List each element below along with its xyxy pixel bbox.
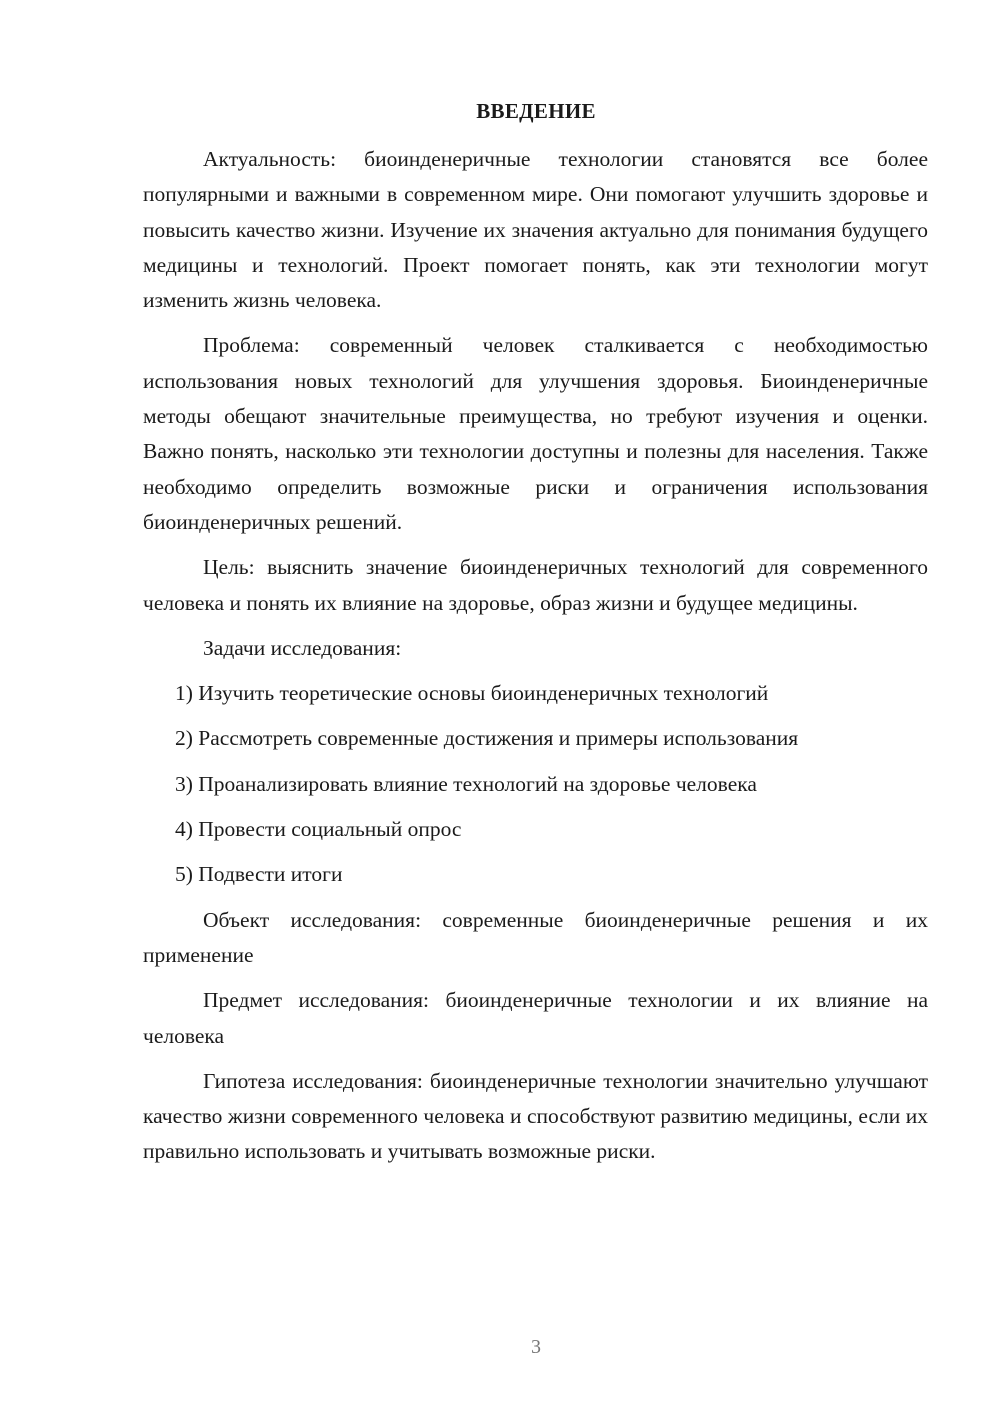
relevance-paragraph: Актуальность: биоинденеричные технологии становятся все более популярными и важными в современном мире. Они помогают улучшить здоровье и повысить качество жизни. Изучение их значения актуально для понимания будущего медицины и технологий. Проект помогает понять, как эти технологии могут изменить жизнь человека. (143, 147, 928, 313)
object-paragraph: Объект исследования: современные биоинденеричные решения и их применение (143, 907, 928, 967)
tasks-heading: Задачи исследования: (203, 635, 402, 660)
goal-paragraph: Цель: выяснить значение биоинденеричных технологий для современного человека и понять их влияние на здоровье, образ жизни и будущее медицины. (143, 555, 928, 615)
section-title: ВВЕДЕНИЕ (476, 99, 596, 123)
hypothesis-paragraph: Гипотеза исследования: биоинденеричные технологии значительно улучшают качество жизни современного человека и способствуют развитию медицины, если их правильно использовать и учитывать возможные риски. (143, 1068, 928, 1164)
task-item-2: 2) Рассмотреть современные достижения и примеры использования (175, 726, 799, 751)
problem-paragraph: Проблема: современный человек сталкивается с необходимостью использования новых технологий для улучшения здоровья. Биоинденеричные методы обещают значительные преимущества, но требуют изучения и оценки. Важно понять, насколько эти технологии доступны и полезны для населения. Также необходимо определить возможные риски и ограничения использования биоинденеричных решений. (143, 333, 928, 534)
subject-paragraph: Предмет исследования: биоинденеричные технологии и их влияние на человека (143, 988, 928, 1048)
task-item-4: 4) Провести социальный опрос (175, 817, 462, 842)
task-item-5: 5) Подвести итоги (175, 862, 343, 887)
task-item-3: 3) Проанализировать влияние технологий на здоровье человека (175, 771, 757, 796)
page-number: 3 (531, 1336, 541, 1358)
task-item-1: 1) Изучить теоретические основы биоинденеричных технологий (175, 681, 769, 706)
body-text (143, 142, 928, 1170)
